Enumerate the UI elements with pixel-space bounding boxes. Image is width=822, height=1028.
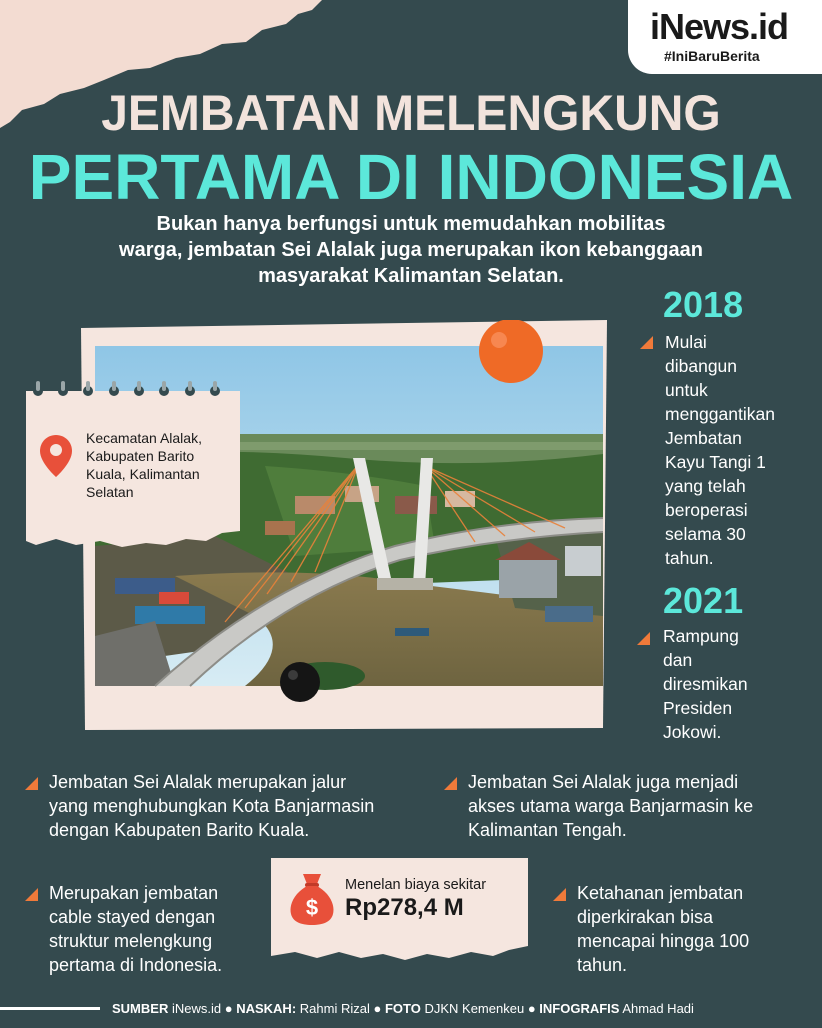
- footer-graphic-label: INFOGRAFIS: [539, 1001, 620, 1016]
- timeline-line: Jokowi.: [663, 722, 722, 742]
- location-line: Kabupaten Barito: [86, 448, 195, 464]
- fact-line: Ketahanan jembatan: [577, 883, 744, 903]
- footer-writer-value: Rahmi Rizal: [299, 1001, 370, 1016]
- logo-text: iNews.id: [650, 6, 789, 47]
- timeline-line: selama 30: [665, 524, 746, 544]
- timeline-line: menggantikan: [665, 404, 775, 424]
- location-line: Kuala, Kalimantan: [86, 466, 200, 482]
- money-bag-icon: [289, 872, 335, 926]
- bullet-triangle-icon: [637, 632, 650, 645]
- fact-line: yang menghubungkan Kota Banjarmasin: [49, 796, 375, 816]
- hashtag-text: #IniBaruBerita: [664, 48, 760, 64]
- timeline-text-2018: [665, 330, 775, 570]
- timeline-year-2018: 2018: [663, 284, 744, 325]
- footer-separator: ●: [527, 1001, 536, 1016]
- inews-logo[interactable]: [628, 0, 822, 74]
- location-text: [86, 429, 236, 501]
- fact-line: Merupakan jembatan: [49, 883, 219, 903]
- timeline-line: tahun.: [665, 548, 714, 568]
- footer-photo-value: DJKN Kemenkeu: [424, 1001, 525, 1016]
- footer-source-value: iNews.id: [171, 1001, 222, 1016]
- fact-line: akses utama warga Banjarmasin ke: [468, 796, 754, 816]
- subtitle-line: masyarakat Kalimantan Selatan.: [258, 265, 564, 287]
- bullet-triangle-icon: [444, 777, 457, 790]
- timeline-line: Kayu Tangi 1: [665, 452, 766, 472]
- fact-line: mencapai hingga 100: [577, 931, 750, 951]
- bullet-triangle-icon: [25, 888, 38, 901]
- fact-line: tahun.: [577, 955, 628, 975]
- fact-line: cable stayed dengan: [49, 907, 216, 927]
- subtitle: [70, 211, 752, 289]
- footer-separator: ●: [224, 1001, 233, 1016]
- timeline-line: beroperasi: [665, 500, 748, 520]
- footer-photo-label: FOTO: [384, 1001, 421, 1016]
- page-title-line1: JEMBATAN MELENGKUNG: [101, 85, 721, 142]
- fact-structure: [49, 881, 222, 977]
- timeline-year-2021: 2021: [663, 580, 744, 621]
- fact-route: [49, 770, 374, 842]
- fact-line: struktur melengkung: [49, 931, 213, 951]
- footer-credits: [112, 1001, 694, 1016]
- timeline-line: diresmikan: [663, 674, 748, 694]
- fact-line: pertama di Indonesia.: [49, 955, 223, 975]
- bullet-triangle-icon: [25, 777, 38, 790]
- timeline-line: Mulai: [665, 332, 707, 352]
- subtitle-line: warga, jembatan Sei Alalak juga merupakan ikon kebanggaan: [119, 239, 703, 261]
- location-line: Kecamatan Alalak,: [86, 430, 202, 446]
- fact-access: [468, 770, 753, 842]
- timeline-line: untuk: [665, 380, 708, 400]
- cost-label: Menelan biaya sekitar: [345, 877, 487, 893]
- timeline-line: dibangun: [665, 356, 738, 376]
- fact-line: diperkirakan bisa: [577, 907, 714, 927]
- timeline-line: Rampung: [663, 626, 739, 646]
- cost-value: Rp278,4 M: [345, 894, 464, 921]
- footer-separator: ●: [373, 1001, 382, 1016]
- bullet-triangle-icon: [553, 888, 566, 901]
- fact-line: dengan Kabupaten Barito Kuala.: [49, 820, 310, 840]
- subtitle-line: Bukan hanya berfungsi untuk memudahkan mobilitas: [156, 213, 666, 235]
- timeline-line: Jembatan: [665, 428, 742, 448]
- location-line: Selatan: [86, 484, 134, 500]
- map-pin-icon: [40, 435, 72, 477]
- timeline-text-2021: [663, 624, 748, 744]
- fact-line: Jembatan Sei Alalak juga menjadi: [468, 772, 739, 792]
- footer-divider: [0, 1007, 100, 1010]
- footer-graphic-value: Ahmad Hadi: [622, 1001, 694, 1016]
- page-title-line2: PERTAMA DI INDONESIA: [28, 141, 794, 213]
- fact-line: Kalimantan Tengah.: [468, 820, 627, 840]
- fact-durability: [577, 881, 749, 977]
- footer-writer-label: NASKAH:: [236, 1001, 297, 1016]
- bullet-triangle-icon: [640, 336, 653, 349]
- svg-text:$: $: [305, 895, 319, 920]
- fact-line: Jembatan Sei Alalak merupakan jalur: [49, 772, 347, 792]
- timeline-line: dan: [663, 650, 693, 670]
- timeline-line: yang telah: [665, 476, 746, 496]
- timeline-line: Presiden: [663, 698, 733, 718]
- footer-source-label: SUMBER: [112, 1001, 169, 1016]
